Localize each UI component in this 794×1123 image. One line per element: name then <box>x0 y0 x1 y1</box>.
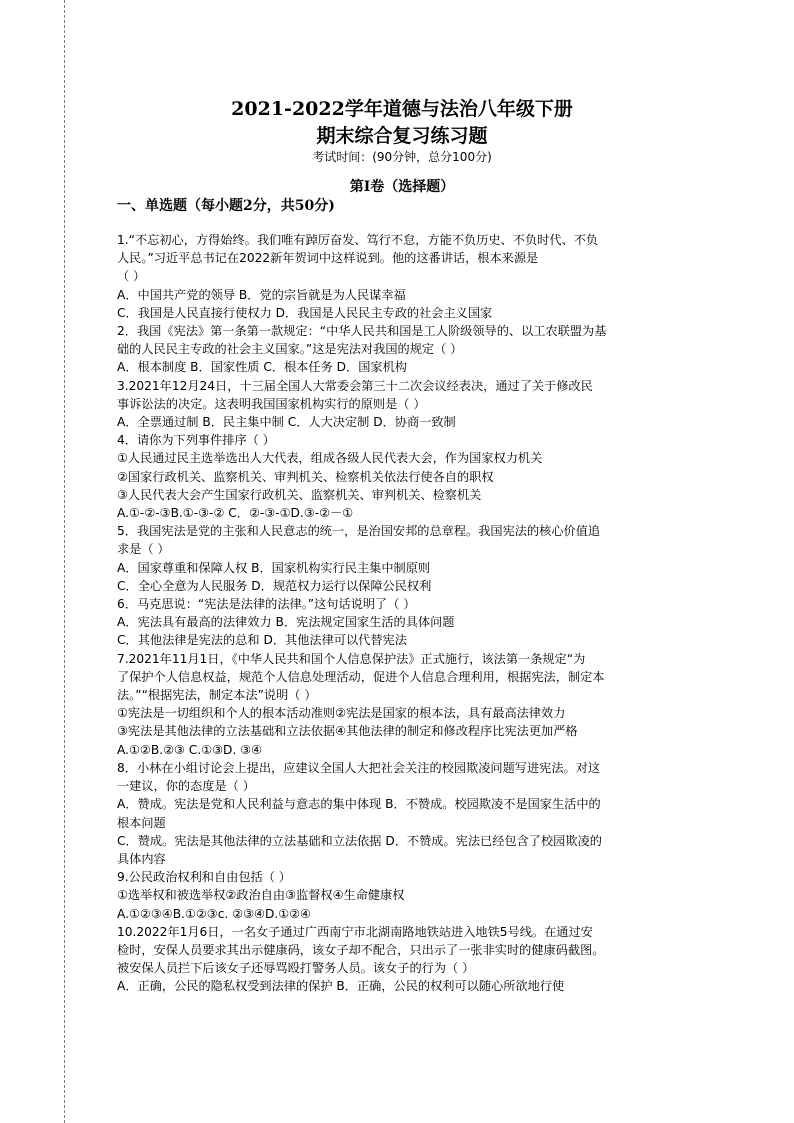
question-line: ①选举权和被选举权②政治自由③监督权④生命健康权 <box>117 888 405 903</box>
question-line: 具体内容 <box>117 851 166 866</box>
question-3 <box>117 377 687 432</box>
exam-subtitle: 期末综合复习练习题 <box>316 125 488 147</box>
question-line: 5．我国宪法是党的主张和人民意志的统一，是治国安邦的总章程。我国宪法的核心价值追 <box>117 524 601 539</box>
exam-time: 考试时间：(90分钟，总分100分) <box>312 150 492 164</box>
question-line: ③人民代表大会产生国家行政机关、监察机关、审判机关、检察机关 <box>117 487 482 502</box>
question-1 <box>117 231 687 322</box>
question-line: A.①-②-③B.①-③-② C．②-③-①D.③-②－① <box>117 506 354 521</box>
exam-title: 2021-2022学年道德与法治八年级下册 <box>231 98 573 120</box>
question-4 <box>117 431 687 522</box>
question-9 <box>117 868 687 923</box>
question-line: 10.2022年1月6日，一名女子通过广西南宁市北湖南路地铁站进入地铁5号线。在通过安 <box>117 924 593 939</box>
question-5 <box>117 522 687 595</box>
question-line: 9.公民政治权利和自由包括（ ） <box>117 870 291 885</box>
question-line: C．赞成。宪法是其他法律的立法基础和立法依据 D．不赞成。宪法已经包含了校园欺凌的 <box>117 833 602 848</box>
question-line: 8．小林在小组讨论会上提出，应建议全国人大把社会关注的校园欺凌问题写进宪法。对这 <box>117 760 601 775</box>
question-line: A．中国共产党的领导 B．党的宗旨就是为人民谋幸福 <box>117 287 406 302</box>
question-10 <box>117 923 687 996</box>
question-line: 2．我国《宪法》第一条第一款规定：“中华人民共和国是工人阶级领导的、以工农联盟为基 <box>117 324 607 339</box>
question-line: 被安保人员拦下后该女子还辱骂殴打警务人员。该女子的行为（ ） <box>117 961 475 976</box>
question-line: 础的人民民主专政的社会主义国家。”这是宪法对我国的规定（ ） <box>117 342 463 357</box>
binding-line <box>64 0 65 1123</box>
question-line: 检时，安保人员要求其出示健康码，该女子却不配合，只出示了一张非实时的健康码截图。 <box>117 942 605 957</box>
question-line: 7.2021年11月1日，《中华人民共和国个人信息保护法》正式施行，该法第一条规定“为 <box>117 651 586 666</box>
question-line: A.①②③④B.①②③c. ②③④D.①②④ <box>117 906 311 921</box>
question-line: ①人民通过民主选举选出人大代表，组成各级人民代表大会，作为国家权力机关 <box>117 451 543 466</box>
question-line: 求是（ ） <box>117 542 170 557</box>
question-line: 1.“不忘初心，方得始终。我们唯有踔厉奋发、笃行不怠，方能不负历史、不负时代、不负 <box>117 233 599 247</box>
question-line: A．赞成。宪法是党和人民利益与意志的集中体现 B．不赞成。校园欺凌不是国家生活中的 <box>117 797 601 812</box>
question-line: A．国家尊重和保障人权 B．国家机构实行民主集中制原则 <box>117 560 431 575</box>
question-line: A.①②B.②③ C.①③D. ③④ <box>117 742 263 757</box>
question-2 <box>117 322 687 377</box>
question-line: ①宪法是一切组织和个人的根本活动准则②宪法是国家的根本法，具有最高法律效力 <box>117 706 566 721</box>
question-8 <box>117 759 687 868</box>
question-list <box>117 231 687 996</box>
question-line: 3.2021年12月24日，十三届全国人大常委会第三十二次会议经表决，通过了关于修改民 <box>117 378 593 393</box>
question-line: ②国家行政机关、监察机关、审判机关、检察机关依法行使各自的职权 <box>117 469 494 484</box>
question-7 <box>117 650 687 759</box>
question-line: A．根本制度 B．国家性质 C．根本任务 D．国家机构 <box>117 360 407 375</box>
question-line: （ ） <box>117 269 146 284</box>
question-line: 4．请你为下列事件排序（ ） <box>117 433 275 448</box>
question-line: A．正确，公民的隐私权受到法律的保护 B．正确，公民的权利可以随心所欲地行使 <box>117 979 565 994</box>
question-line: 人民。”习近平总书记在2022新年贺词中这样说到。他的这番讲话，根本来源是 <box>117 251 539 266</box>
exam-page <box>117 96 687 996</box>
question-line: C．全心全意为人民服务 D．规范权力运行以保障公民权利 <box>117 578 432 593</box>
question-line: 6．马克思说：“宪法是法律的法律。”这句话说明了（ ） <box>117 597 416 612</box>
part-title: 第I卷（选择题） <box>349 179 455 195</box>
question-line: 一建议，你的态度是（ ） <box>117 779 255 794</box>
question-line: C．我国是人民直接行使权力 D．我国是人民民主专政的社会主义国家 <box>117 305 493 320</box>
question-line: 法。”“根据宪法，制定本法”说明（ ） <box>117 688 317 703</box>
question-6 <box>117 595 687 650</box>
question-line: C．其他法律是宪法的总和 D．其他法律可以代替宪法 <box>117 633 407 648</box>
question-line: 根本问题 <box>117 815 166 830</box>
question-line: A．宪法具有最高的法律效力 B．宪法规定国家生活的具体问题 <box>117 615 455 630</box>
question-line: 了保护个人信息权益，规范个人信息处理活动，促进个人信息合理利用，根据宪法，制定本 <box>117 669 605 684</box>
question-line: A．全票通过制 B．民主集中制 C．人大决定制 D．协商一致制 <box>117 415 456 430</box>
question-line: ③宪法是其他法律的立法基础和立法依据④其他法律的制定和修改程序比宪法更加严格 <box>117 724 578 739</box>
question-line: 事诉讼法的决定。这表明我国国家机构实行的原则是（ ） <box>117 396 426 411</box>
section-title: 一、单选题（每小题2分，共50分) <box>117 198 335 214</box>
